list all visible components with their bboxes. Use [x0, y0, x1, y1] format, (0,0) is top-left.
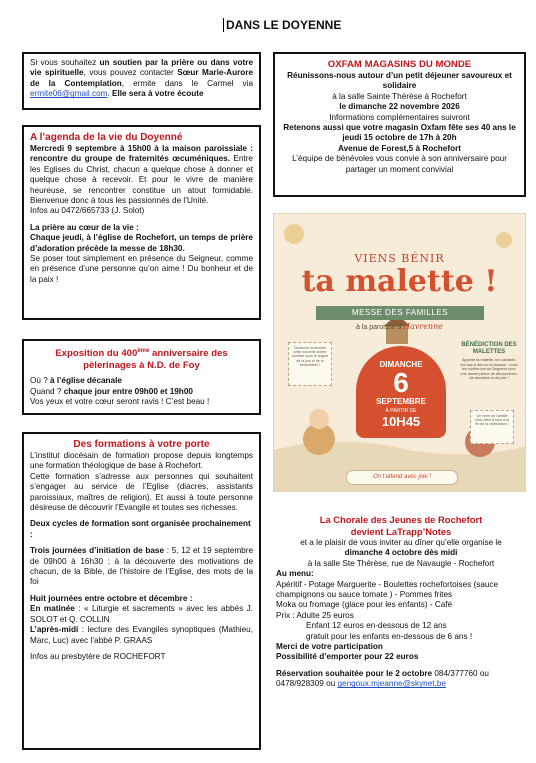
formations-cycle2-morning: En matinée : « Liturgie et sacrements » avec les abbés J. SOLOT et Q. COLLIN [30, 604, 253, 624]
formations-cycle2: Huit journées entre octobre et décembre : [30, 593, 193, 603]
expo-where: Où ? à l’église décanale [30, 376, 122, 386]
expo-title: Exposition du 400ème anniversaire des pèlerinages à N.D. de Foy [55, 348, 228, 372]
agenda-p1-info: Infos au 0472/665733 (J. Solot) [30, 206, 145, 216]
poster-card-right: Un verre de l’amitié sera offert à tous à la fin de la célébration ! [470, 410, 514, 444]
formations-infos: Infos au presbytère de ROCHEFORT [30, 651, 166, 661]
expo-box [22, 339, 261, 415]
chorale-l2: dimanche 4 octobre dès midi [344, 548, 458, 558]
prayer-text: Si vous souhaitez un soutien par la prière ou dans votre vie spirituelle, vous pouvez contacter Sœur Marie-Aurore de la Contemplation, ermite dans le Carmel via ermite06@gmail.com. Elle sera à votre écoute [30, 58, 254, 99]
formations-box [22, 432, 261, 750]
oxfam-l4: Informations complémentaires suivront [329, 112, 470, 122]
poster-day: 6 [393, 367, 409, 398]
expo-when: Quand ? chaque jour entre 09h00 et 19h00 [30, 386, 193, 396]
poster-footer: On t’attend avec joie ! [346, 470, 458, 485]
agenda-title: A l’agenda de la vie du Doyenné [30, 132, 183, 143]
formations-cycles: Deux cycles de formation sont organisée prochainement : [30, 519, 251, 539]
poster-paroisse: à la paroisse d’Havrenne [356, 322, 443, 331]
poster-image [273, 213, 526, 492]
poster-viens: VIENS BÉNIR [354, 252, 445, 265]
chorale-title2: devient LaTrapp’Notes [350, 526, 452, 537]
chorale-menu-2: Moka ou fromage (glace pour les enfants) - Café [276, 600, 453, 610]
agenda-p1: Mercredi 9 septembre à 15h00 à la maison paroissiale : rencontre du groupe de fraternités œcuméniques. Entre les Eglises du Christ, chacun a quelque chose à donner et quelque chose à recevoir. Et pour le vivre de manière heureuse, se rencontrer constitue un atout formidable. Bienvenue donc à tous les passionnés de l’Unité. [30, 144, 253, 206]
poster-hour: 10H45 [381, 414, 421, 429]
chorale-menu-6: Merci de votre participation [276, 642, 383, 652]
poster-dimanche: DIMANCHE [379, 360, 423, 369]
chorale-l1: et a le plaisir de vous inviter au dîner qu’elle organise le [300, 538, 502, 547]
poster-month: SEPTEMBRE [376, 397, 426, 406]
chorale-l3: à la salle Ste Thérèse, rue de Navaugle - Rochefort [307, 558, 495, 568]
chorale-menu-5: gratuit pour les enfants en-dessous de 6 ans ! [306, 631, 473, 641]
oxfam-l2: à la salle Sainte Thérèse à Rochefort [332, 91, 467, 101]
chorale-title1: La Chorale des Jeunes de Rochefort [319, 514, 483, 525]
oxfam-l1: Réunissons-nous autour d’un petit déjeuner savoureux et solidaire [287, 71, 512, 91]
chorale-menu-title: Au menu: [276, 569, 314, 579]
poster-benediction [460, 342, 518, 381]
chorale-section [276, 514, 526, 690]
page-title: DANS LE DOYENNE [223, 18, 341, 32]
oxfam-l3: le dimanche 22 novembre 2026 [339, 102, 460, 112]
poster-card-left: Découvre ensemble cette nouvelle année scolaire sous le regard de la joie et de la bénédiction ! [288, 342, 332, 386]
poster-bene-text: Apporte ta malette, ton cartable, ton sac à dos ou ta trousse : nous les confierons au Seigneur pour une année pleine de découvertes, de réussites et de joie ! [460, 358, 518, 381]
formations-title: Des formations à votre porte [73, 439, 210, 450]
chorale-menu-4: Enfant 12 euros en-dessous de 12 ans [306, 621, 447, 631]
oxfam-l6: Avenue de Forest,5 à Rochefort [338, 143, 461, 153]
poster-malette: ta malette ! [301, 264, 498, 299]
chorale-reservation: Réservation souhaitée pour le 2 octobre 084/377760 ou 0478/928309 ou gengoux.mjeanne@skynet.be [276, 668, 489, 689]
chorale-menu-3: Prix : Adulte 25 euros [276, 610, 354, 620]
formations-cycle1: Trois journées d’initiation de base : 5, 12 et 19 septembre de 09h00 à 16h30 : à la découverte des motivations de chacun, de la Bible, de l’histoire de l’Eglise, des mots de la foi [30, 546, 253, 587]
agenda-box [22, 125, 261, 320]
chorale-email-link[interactable]: gengoux.mjeanne@skynet.be [337, 679, 446, 689]
chorale-menu-7: Possibilité d’emporter pour 22 euros [276, 652, 419, 662]
agenda-p2-bold: Chaque jeudi, à l’église de Rochefort, un temps de prière d’adoration précède la messe de 18h30. [30, 233, 253, 253]
poster-date [362, 360, 440, 429]
agenda-p2-text: Se poser tout simplement en présence du Seigneur, comme en présence d’une personne qu’on aime ! Du bonheur et de la paix ! [30, 254, 253, 284]
chorale-menu-1: Apéritif - Potage Marguerite - Boulettes rochefortoises (sauce champignons ou sauce tomate ) - Pommes frites [276, 579, 499, 600]
poster-bene-title: BÉNÉDICTION DES MALETTES [461, 342, 517, 355]
poster-partir: À PARTIR DE [385, 408, 417, 414]
expo-note: Vos yeux et votre cœur seront ravis ! C’est beau ! [30, 397, 210, 406]
prayer-box [22, 52, 261, 110]
oxfam-l7: L’équipe de bénévoles vous convie à son anniversaire pour partager un moment convivial [292, 154, 507, 174]
oxfam-l5: Retenons aussi que votre magasin Oxfam fête ses 40 ans le jeudi 15 octobre de 17h à 20h [283, 123, 516, 143]
formations-cycle2-afternoon: L’après-midi : lecture des Evangiles synoptiques (Mathieu, Marc, Luc) avec l’abbé P. GRAAS [30, 625, 253, 645]
formations-p2: Cette formation s’adresse aux personnes qui souhaitent s’engager au service de l’Eglise (diacres, assistants paroissiaux, maîtres de religion). Et aussi à toute personne désireuse de découvrir l’Evangile et toutes ses richesses. [30, 471, 253, 513]
formations-p1: L’institut diocésain de formation propose depuis longtemps une formation théologique de base à Rochefort. [30, 451, 253, 471]
oxfam-box [273, 52, 526, 197]
poster-ribbon: MESSE DES FAMILLES [316, 306, 484, 320]
oxfam-title: OXFAM MAGASINS DU MONDE [327, 59, 472, 70]
prayer-email-link[interactable]: ermite06@gmail.com [30, 89, 108, 99]
agenda-p2-title: La prière au cœur de la vie : [30, 222, 139, 232]
